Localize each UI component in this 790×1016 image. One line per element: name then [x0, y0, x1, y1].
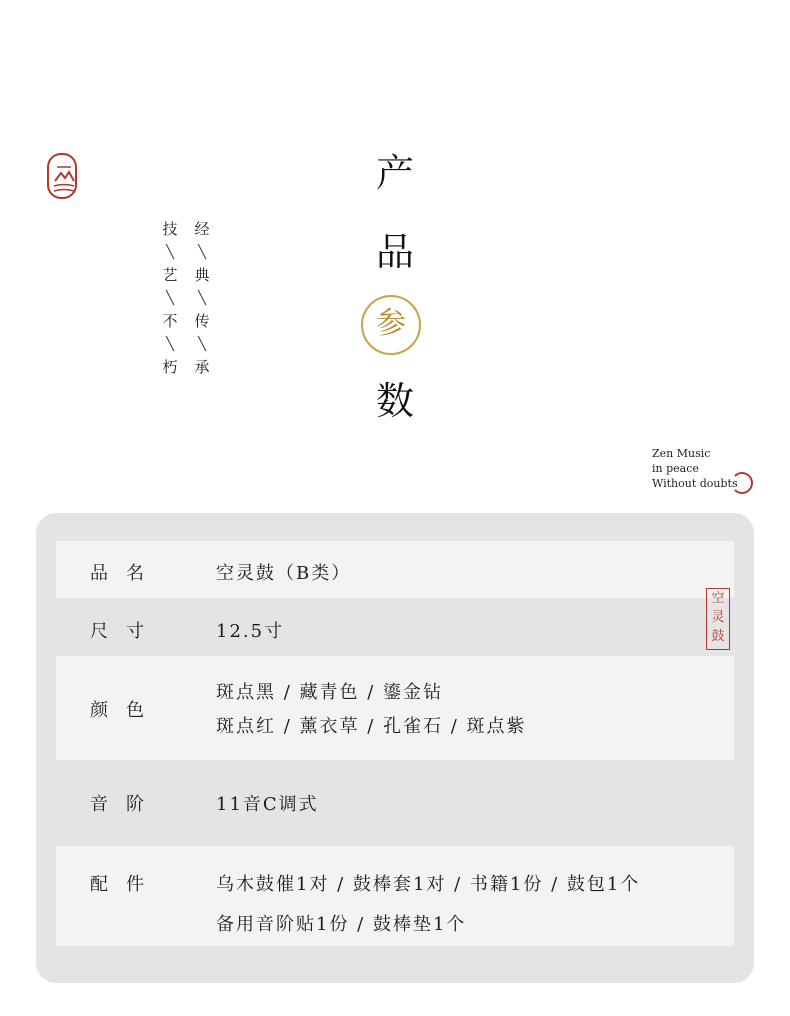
motto-char: 朽 — [162, 358, 178, 376]
spec-value: 斑点红 / 薰衣草 / 孔雀石 / 斑点紫 — [216, 716, 527, 737]
motto-char: 不 — [162, 312, 178, 330]
spec-row-scale — [56, 761, 734, 843]
motto-char: 经 — [194, 220, 210, 238]
slash-divider: ╲ — [166, 291, 174, 306]
spec-label: 尺寸 — [90, 621, 162, 642]
seal-logo-icon — [47, 153, 77, 199]
spec-row-accessories — [56, 846, 734, 946]
slash-divider: ╲ — [198, 337, 206, 352]
stamp-char: 空 — [711, 591, 725, 606]
spec-value: 斑点黑 / 藏青色 / 鎏金钻 — [216, 682, 444, 703]
spec-row-size — [56, 599, 734, 655]
tagline-line: Zen Music — [652, 447, 711, 460]
slash-divider: ╲ — [198, 291, 206, 306]
slash-divider: ╲ — [198, 245, 206, 260]
stamp-char: 鼓 — [711, 629, 725, 644]
motto-right-column — [192, 218, 212, 379]
red-arc-icon — [731, 472, 753, 494]
spec-value: 乌木鼓催1对 / 鼓棒套1对 / 书籍1份 / 鼓包1个 — [216, 874, 641, 895]
motto-char: 技 — [162, 220, 178, 238]
spec-label: 音阶 — [90, 794, 162, 815]
spec-row-color — [56, 656, 734, 760]
spec-label: 品名 — [90, 563, 162, 584]
slash-divider: ╲ — [166, 245, 174, 260]
motto-char: 艺 — [162, 266, 178, 284]
motto-char: 承 — [194, 358, 210, 376]
spec-value: 空灵鼓（B类） — [216, 563, 352, 584]
spec-value: 12.5寸 — [216, 621, 285, 642]
spec-panel — [36, 513, 754, 983]
spec-label: 配件 — [90, 874, 162, 895]
motto-char: 典 — [194, 266, 210, 284]
spec-value: 11音C调式 — [216, 794, 319, 815]
motto-left-column — [160, 218, 180, 379]
tagline-line: in peace — [652, 462, 699, 475]
slash-divider: ╲ — [166, 337, 174, 352]
page-title-char: 品 — [375, 230, 414, 274]
tagline-line: Without doubts — [652, 477, 738, 490]
spec-label: 颜色 — [90, 700, 162, 721]
page-title-char: 产 — [375, 151, 414, 195]
page-title-char-highlight: 参 — [376, 306, 406, 341]
motto-char: 传 — [194, 312, 210, 330]
tagline — [652, 446, 772, 491]
stamp-char: 灵 — [711, 610, 725, 625]
spec-value: 备用音阶贴1份 / 鼓棒垫1个 — [216, 914, 467, 935]
page-title-char: 数 — [375, 379, 414, 423]
